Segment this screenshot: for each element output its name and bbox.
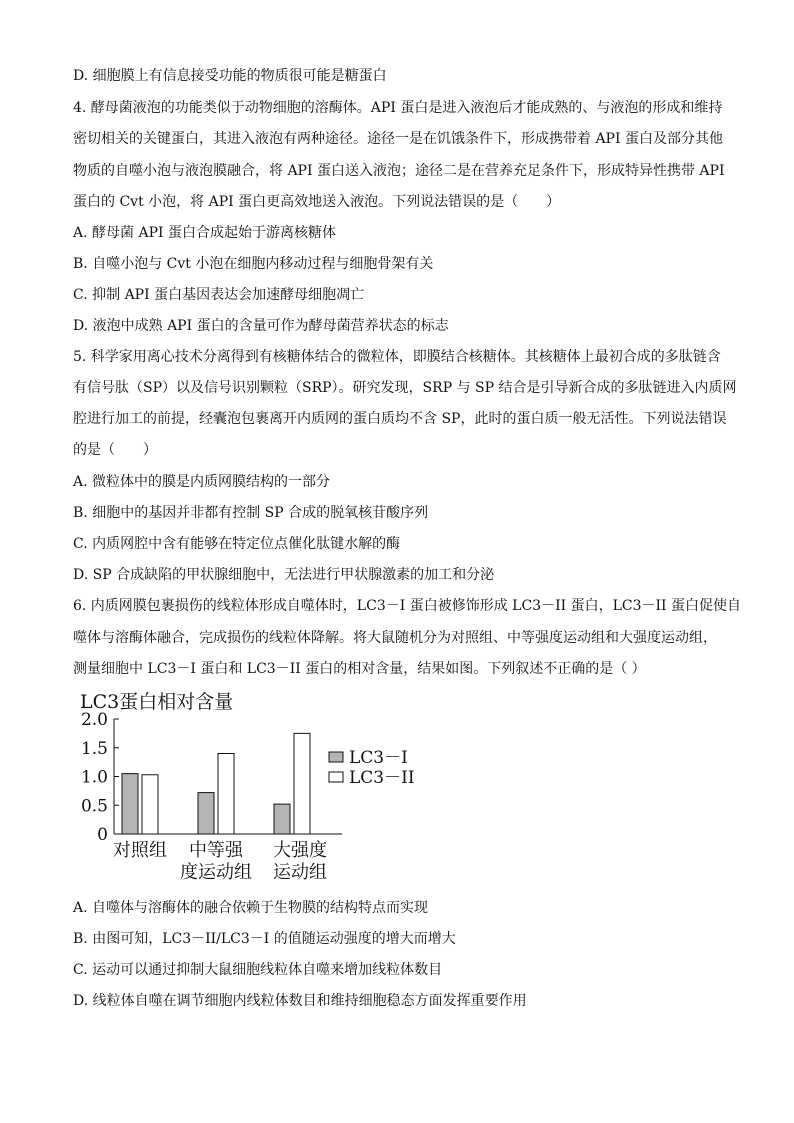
option-5a: A. 微粒体中的膜是内质网膜结构的一部分 <box>73 474 331 490</box>
question-6-stem-line-3: 测量细胞中 LC3－I 蛋白和 LC3－II 蛋白的相对含量，结果如图。下列叙述不正确的是（ ） <box>73 661 646 677</box>
bar-lc3-i-2 <box>274 804 290 834</box>
question-4-stem-line-1: 4. 酵母菌液泡的功能类似于动物细胞的溶酶体。API 蛋白是进入液泡后才能成熟的、与液泡的形成和维持 <box>73 100 723 116</box>
bars <box>122 733 310 834</box>
category-label: 大强度 <box>273 840 327 861</box>
legend-swatch <box>329 752 343 762</box>
question-5-stem-line-1: 5. 科学家用离心技术分离得到有核糖体结合的微粒体，即膜结合核糖体。其核糖体上最初合成的多肽链含 <box>73 349 721 365</box>
y-tick-label: 0 <box>97 825 108 845</box>
question-4-stem-line-4: 蛋白的 Cvt 小泡，将 API 蛋白更高效地送入液泡。下列说法错误的是（ ） <box>73 194 561 210</box>
bar-lc3-i-1 <box>198 793 214 834</box>
option-6c: C. 运动可以通过抑制大鼠细胞线粒体自噬来增加线粒体数目 <box>73 962 443 978</box>
option-5b: B. 细胞中的基因并非都有控制 SP 合成的脱氧核苷酸序列 <box>73 505 429 521</box>
question-6-stem-line-2: 噬体与溶酶体融合，完成损伤的线粒体降解。将大鼠随机分为对照组、中等强度运动组和大强度运动组， <box>73 630 717 646</box>
option-4a: A. 酵母菌 API 蛋白合成起始于游离核糖体 <box>73 225 336 241</box>
question-4-stem-line-3: 物质的自噬小泡与液泡膜融合，将 API 蛋白送入液泡；途径二是在营养充足条件下，形成特异性携带 API <box>73 163 725 179</box>
option-6b: B. 由图可知，LC3－II/LC3－I 的值随运动强度的增大而增大 <box>73 931 456 947</box>
category-label: 度运动组 <box>180 862 252 883</box>
question-4-stem-line-2: 密切相关的关键蛋白，其进入液泡有两种途径。途径一是在饥饿条件下，形成携带着 API 蛋白及部分其他 <box>73 131 723 147</box>
question-5-stem-line-3: 腔进行加工的前提，经囊泡包裹离开内质网的蛋白质均不含 SP，此时的蛋白质一般无活性。下列说法错误 <box>73 411 727 427</box>
y-tick-label: 1.0 <box>80 767 108 788</box>
category-label: 对照组 <box>113 840 167 861</box>
y-tick-label: 0.5 <box>80 796 108 817</box>
legend-label: LC3－I <box>349 748 408 768</box>
option-5c: C. 内质网腔中含有能够在特定位点催化肽键水解的酶 <box>73 536 401 552</box>
question-5-stem-line-2: 有信号肽（SP）以及信号识别颗粒（SRP）。研究发现，SRP 与 SP 结合是引导新合成的多肽链进入内质网 <box>73 380 737 396</box>
category-label: 运动组 <box>273 862 327 883</box>
bar-lc3-ii-1 <box>218 754 234 835</box>
bar-lc3-ii-2 <box>294 733 310 834</box>
category-label: 中等强 <box>189 840 243 861</box>
category-labels <box>113 840 327 883</box>
bar-lc3-i-0 <box>122 774 138 834</box>
option-5d: D. SP 合成缺陷的甲状腺细胞中，无法进行甲状腺激素的加工和分泌 <box>73 567 495 583</box>
lc3-bar-chart <box>70 688 430 884</box>
question-5-stem-line-4: 的是（ ） <box>73 442 157 458</box>
option-4c: C. 抑制 API 蛋白基因表达会加速酵母细胞凋亡 <box>73 287 365 303</box>
y-tick-label: 1.5 <box>80 738 108 759</box>
option-4d: D. 液泡中成熟 API 蛋白的含量可作为酵母菌营养状态的标志 <box>73 318 449 334</box>
chart-title: LC3蛋白相对含量 <box>80 691 234 713</box>
option-3d: D. 细胞膜上有信息接受功能的物质很可能是糖蛋白 <box>73 68 387 84</box>
option-6d: D. 线粒体自噬在调节细胞内线粒体数目和维持细胞稳态方面发挥重要作用 <box>73 993 527 1009</box>
legend-swatch <box>329 772 343 782</box>
question-6-stem-line-1: 6. 内质网膜包裹损伤的线粒体形成自噬体时，LC3－I 蛋白被修饰形成 LC3－II 蛋白，LC3－II 蛋白促使自 <box>73 598 742 614</box>
legend <box>329 748 415 788</box>
option-6a: A. 自噬体与溶酶体的融合依赖于生物膜的结构特点而实现 <box>73 900 429 916</box>
legend-label: LC3－II <box>349 768 415 788</box>
y-tick-label: 2.0 <box>80 710 108 730</box>
option-4b: B. 自噬小泡与 Cvt 小泡在细胞内移动过程与细胞骨架有关 <box>73 256 434 272</box>
bar-lc3-ii-0 <box>142 775 158 834</box>
